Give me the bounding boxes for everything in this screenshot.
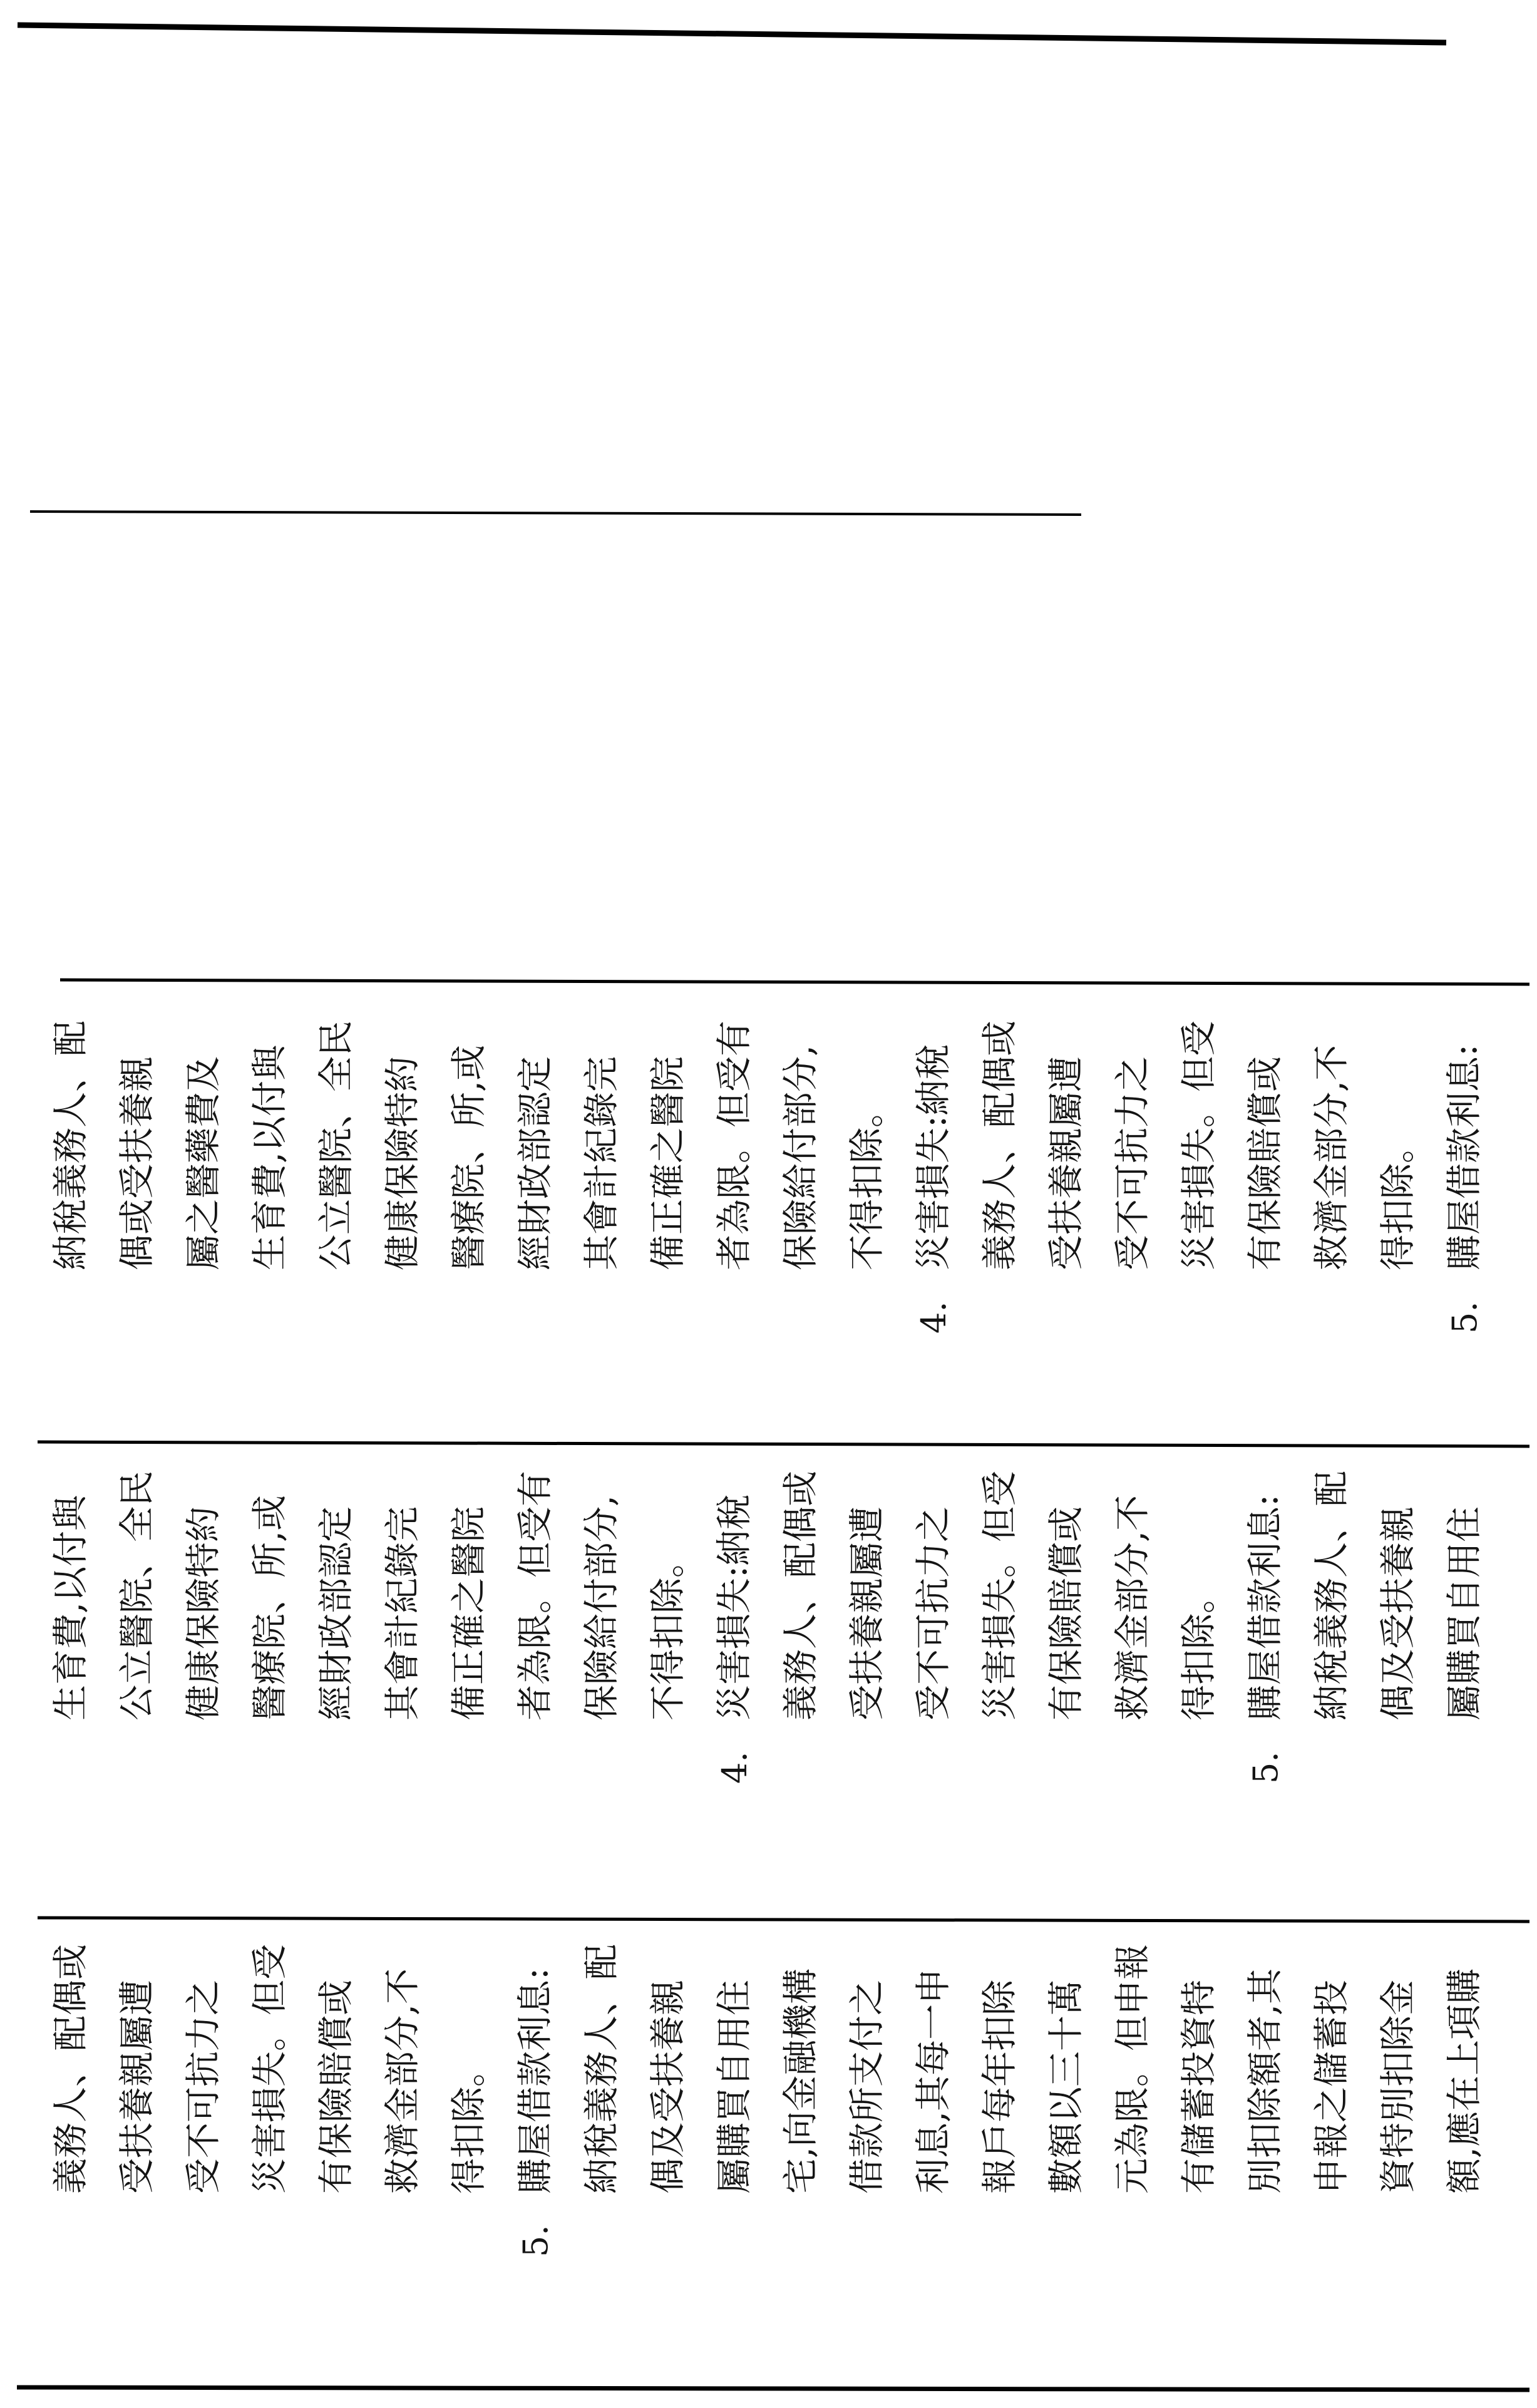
line-text: 別扣除額者,其 (1245, 1968, 1286, 2194)
line-text: 偶或受扶養親 (116, 1056, 158, 1270)
divider-line-outer-right (18, 25, 1446, 43)
text-line (170, 1894, 237, 2257)
line-text: 納稅義務人、配 (581, 1944, 622, 2194)
line-text: 不得扣除。 (846, 1092, 888, 1270)
line-text: 受不可抗力之 (1112, 1056, 1153, 1270)
text-line (502, 1894, 568, 2257)
line-text: 救濟金部分,不 (1112, 1495, 1153, 1721)
line-text: 健康保險特約 (382, 1056, 423, 1270)
text-line (900, 970, 967, 1334)
text-line (1033, 970, 1099, 1334)
text-line (900, 1894, 967, 2257)
line-text: 經財政部認定 (515, 1056, 556, 1270)
text-line (1099, 1421, 1166, 1784)
line-text: 備正確之醫院 (448, 1506, 490, 1721)
text-line (1166, 1894, 1232, 2257)
line-text: 報戶每年扣除 (979, 1980, 1020, 2194)
text-line (701, 1894, 768, 2257)
text-line (1431, 1894, 1498, 2257)
text-line (104, 970, 170, 1334)
text-line (1431, 1421, 1498, 1784)
line-text: 借款所支付之 (846, 1980, 888, 2194)
text-line (38, 1421, 104, 1784)
text-line (303, 1894, 369, 2257)
line-text: 災害損失。但受 (1178, 1021, 1220, 1270)
text-line (1431, 970, 1498, 1334)
text-line (1099, 970, 1166, 1334)
text-line (568, 970, 635, 1334)
text-line (1298, 1421, 1365, 1784)
line-text: 屬之醫藥費及 (183, 1056, 224, 1270)
text-line (1298, 970, 1365, 1334)
text-line (436, 970, 502, 1334)
text-line (104, 1421, 170, 1784)
text-line (635, 1421, 701, 1784)
line-text: 受扶養親屬遭 (1046, 1056, 1087, 1270)
line-text: 災害損失:納稅 (714, 1494, 755, 1721)
line-text: 不得扣除。 (647, 1542, 689, 1721)
text-line (967, 1894, 1033, 2257)
text-line (237, 970, 303, 1334)
line-text: 得扣除。 (1178, 1578, 1220, 1721)
text-line (369, 1421, 436, 1784)
text-line (436, 1421, 502, 1784)
text-line (303, 1421, 369, 1784)
line-text: 災害損失。但受 (979, 1471, 1020, 1721)
text-line (1365, 970, 1431, 1334)
text-line (1365, 1421, 1431, 1784)
list-item-number: 4. (715, 1751, 754, 1784)
text-line (369, 1894, 436, 2257)
line-text: 者為限。但受有 (714, 1021, 755, 1270)
text-column-middle (38, 1421, 1498, 1784)
line-text: 受扶養親屬遭 (846, 1506, 888, 1721)
text-line (170, 970, 237, 1334)
line-text: 受不可抗力之 (913, 1506, 954, 1721)
text-line (635, 970, 701, 1334)
text-line (38, 1894, 104, 2257)
line-text: 醫療院、所,或 (448, 1044, 490, 1270)
text-line (1365, 1894, 1431, 2257)
text-line (104, 1894, 170, 2257)
text-line (1033, 1421, 1099, 1784)
line-text: 救濟金部分,不 (1311, 1044, 1352, 1270)
text-line (834, 1421, 900, 1784)
text-line (701, 1421, 768, 1784)
text-line (369, 970, 436, 1334)
line-text: 有保險賠償或 (316, 1980, 357, 2194)
line-text: 生育費,以付與 (249, 1044, 290, 1270)
line-text: 醫療院、所,或 (249, 1495, 290, 1721)
text-line (1166, 1421, 1232, 1784)
text-line (502, 1421, 568, 1784)
text-line (834, 970, 900, 1334)
line-text: 申報之儲蓄投 (1311, 1980, 1352, 2194)
line-text: 其會計紀錄完 (581, 1056, 622, 1270)
text-line (701, 970, 768, 1334)
text-line (1232, 1421, 1298, 1784)
text-line (237, 1421, 303, 1784)
list-item-number: 5. (1445, 1301, 1484, 1334)
line-text: 經財政部認定 (316, 1506, 357, 1721)
text-line (1033, 1894, 1099, 2257)
list-item-number: 5. (516, 2225, 555, 2257)
line-text: 公立醫院、全民 (316, 1021, 357, 1270)
line-text: 生育費,以付與 (50, 1495, 91, 1721)
line-text: 受不可抗力之 (183, 1980, 224, 2194)
text-line (967, 970, 1033, 1334)
text-line (967, 1421, 1033, 1784)
divider-line-right (30, 512, 1081, 515)
line-text: 災害損失:納稅 (913, 1044, 954, 1270)
list-item-number: 4. (914, 1301, 954, 1334)
line-text: 保險給付部分, (581, 1495, 622, 1721)
text-line (1166, 970, 1232, 1334)
line-text: 得扣除。 (1377, 1128, 1419, 1270)
line-text: 額,應在上項購 (1444, 1968, 1485, 2194)
line-text: 義務人、配偶或 (780, 1471, 821, 1721)
line-text: 納稅義務人、配 (1311, 1471, 1352, 1721)
text-line (768, 1421, 834, 1784)
text-column-left (38, 1894, 1498, 2257)
line-text: 義務人、配偶或 (979, 1021, 1020, 1270)
text-line (768, 970, 834, 1334)
line-text: 購屋借款利息: (1245, 1494, 1286, 1721)
line-text: 偶及受扶養親 (647, 1980, 689, 2194)
line-text: 購屋借款利息: (515, 1967, 556, 2194)
text-line (38, 970, 104, 1334)
line-text: 救濟金部分,不 (382, 1968, 423, 2194)
text-line (568, 1421, 635, 1784)
line-text: 災害損失。但受 (249, 1944, 290, 2194)
line-text: 屬購買自用住 (714, 1980, 755, 2194)
line-text: 受扶養親屬遭 (116, 1980, 158, 2194)
line-text: 利息,其每一申 (913, 1968, 954, 2194)
line-text: 納稅義務人、配 (50, 1021, 91, 1270)
text-line (170, 1421, 237, 1784)
text-line (237, 1894, 303, 2257)
list-item-number: 5. (1246, 1751, 1285, 1784)
text-column-right (38, 970, 1498, 1334)
line-text: 有保險賠償或 (1245, 1056, 1286, 1270)
text-line (436, 1894, 502, 2257)
text-line (1232, 970, 1298, 1334)
text-line (1298, 1894, 1365, 2257)
line-text: 其會計紀錄完 (382, 1506, 423, 1721)
line-text: 宅,向金融機構 (780, 1968, 821, 2194)
line-text: 偶及受扶養親 (1377, 1506, 1419, 1721)
line-text: 健康保險特約 (183, 1506, 224, 1721)
text-line (635, 1894, 701, 2257)
text-line (303, 970, 369, 1334)
line-text: 有儲蓄投資特 (1178, 1980, 1220, 2194)
line-text: 得扣除。 (448, 2051, 490, 2194)
line-text: 義務人、配偶或 (50, 1944, 91, 2194)
line-text: 者為限。但受有 (515, 1471, 556, 1721)
line-text: 元為限。但申報 (1112, 1944, 1153, 2194)
text-line (502, 970, 568, 1334)
line-text: 保險給付部分, (780, 1044, 821, 1270)
text-line (1232, 1894, 1298, 2257)
line-text: 屬購買自用住 (1444, 1506, 1485, 1721)
text-line (768, 1894, 834, 2257)
text-line (568, 1894, 635, 2257)
line-text: 資特別扣除金 (1377, 1980, 1419, 2194)
text-line (900, 1421, 967, 1784)
text-line (1099, 1894, 1166, 2257)
line-text: 數額以三十萬 (1046, 1980, 1087, 2194)
line-text: 有保險賠償或 (1046, 1506, 1087, 1721)
line-text: 購屋借款利息: (1444, 1044, 1485, 1270)
line-text: 公立醫院、全民 (116, 1471, 158, 1721)
text-line (834, 1894, 900, 2257)
line-text: 備正確之醫院 (647, 1056, 689, 1270)
divider-line-outer-left (17, 2387, 1529, 2390)
